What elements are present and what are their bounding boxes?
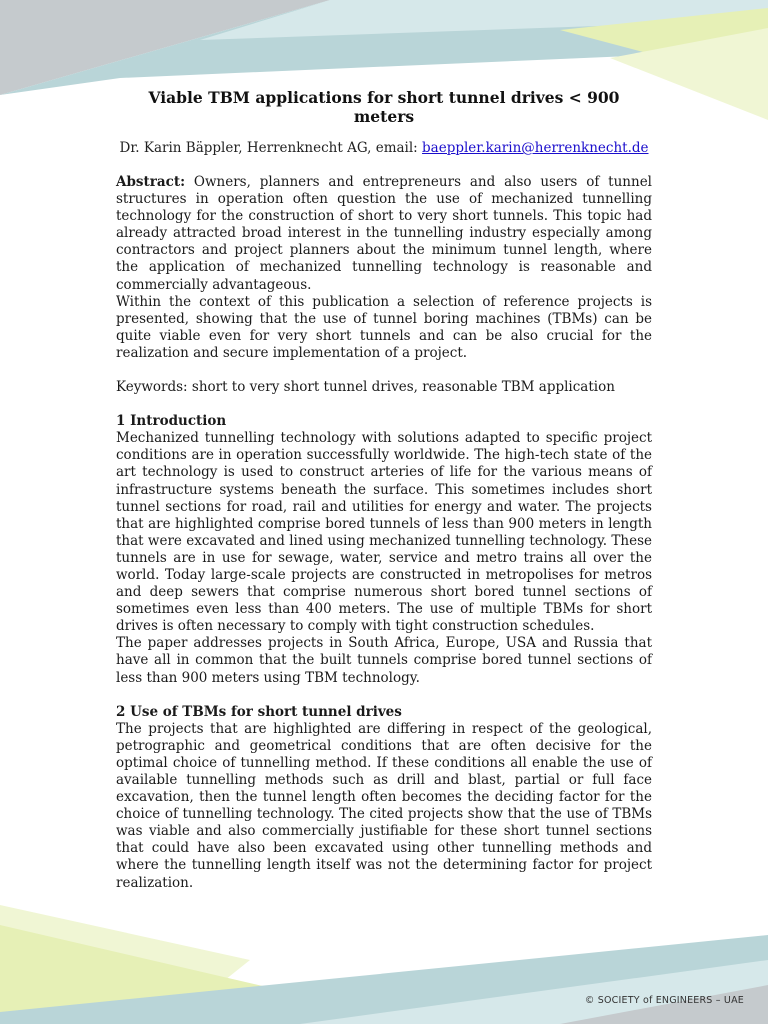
section-1-heading: 1 Introduction [116,413,227,430]
abstract-paragraph [116,174,652,294]
author-text: Dr. Karin Bäppler, Herrenknecht AG, email: [119,140,423,156]
paper-title: Viable TBM applications for short tunnel drives < 900 meters [148,88,620,126]
keywords-line: Keywords: short to very short tunnel drives, reasonable TBM application [116,379,615,396]
document-page [116,88,652,892]
footer-credit: © SOCIETY of ENGINEERS – UAE [584,995,744,1006]
author-email-link[interactable]: baeppler.karin@herrenknecht.de [422,140,649,156]
abstract-text: Owners, planners and entrepreneurs and also users of tunnel structures in operation often question the use of mechanized tunnelling technology for the construction of short to very short tunnels. This topic had already attracted broad interest in the tunnelling industry especially among contractors and project planners about the minimum tunnel length, where the application of mechanized tunnelling technology is reasonable and commercially advantageous. [116,174,652,293]
section-1-paragraph-1: Mechanized tunnelling technology with solutions adapted to specific project conditions are in operation successfully worldwide. The high-tech state of the art technology is used to construct arteries of life for the various means of infrastructure systems beneath the surface. This sometimes includes short tunnel sections for road, rail and utilities for energy and water. The projects that are highlighted comprise bored tunnels of less than 900 meters in length that were excavated and lined using mechanized tunnelling technology. These tunnels are in use for sewage, water, service and metro trains all over the world. Today large-scale projects are constructed in metropolises for metros and deep sewers that comprise numerous short bored tunnel sections of sometimes even less than 400 meters. The use of multiple TBMs for short drives is often necessary to comply with tight construction schedules. [116,430,652,635]
abstract-paragraph-2: Within the context of this publication a selection of reference projects is presented, showing that the use of tunnel boring machines (TBMs) can be quite viable even for very short tunnels and can be also crucial for the realization and secure implementation of a project. [116,293,652,361]
section-1-paragraph-2: The paper addresses projects in South Africa, Europe, USA and Russia that have all in common that the built tunnels comprise bored tunnel sections of less than 900 meters using TBM technology. [116,635,652,686]
section-2-heading: 2 Use of TBMs for short tunnel drives [116,703,402,720]
section-2-paragraph-1: The projects that are highlighted are differing in respect of the geological, petrographic and geometrical conditions that are often decisive for the optimal choice of tunnelling method. If these conditions all enable the use of available tunnelling methods such as drill and blast, partial or full face excavation, then the tunnel length often becomes the deciding factor for the choice of tunnelling technology. The cited projects show that the use of TBMs was viable and also commercially justifiable for these short tunnel sections that could have also been excavated using other tunnelling methods and where the tunnelling length itself was not the determining factor for project realization. [116,720,652,891]
author-line [116,140,652,156]
abstract-label: Abstract: [116,174,186,190]
